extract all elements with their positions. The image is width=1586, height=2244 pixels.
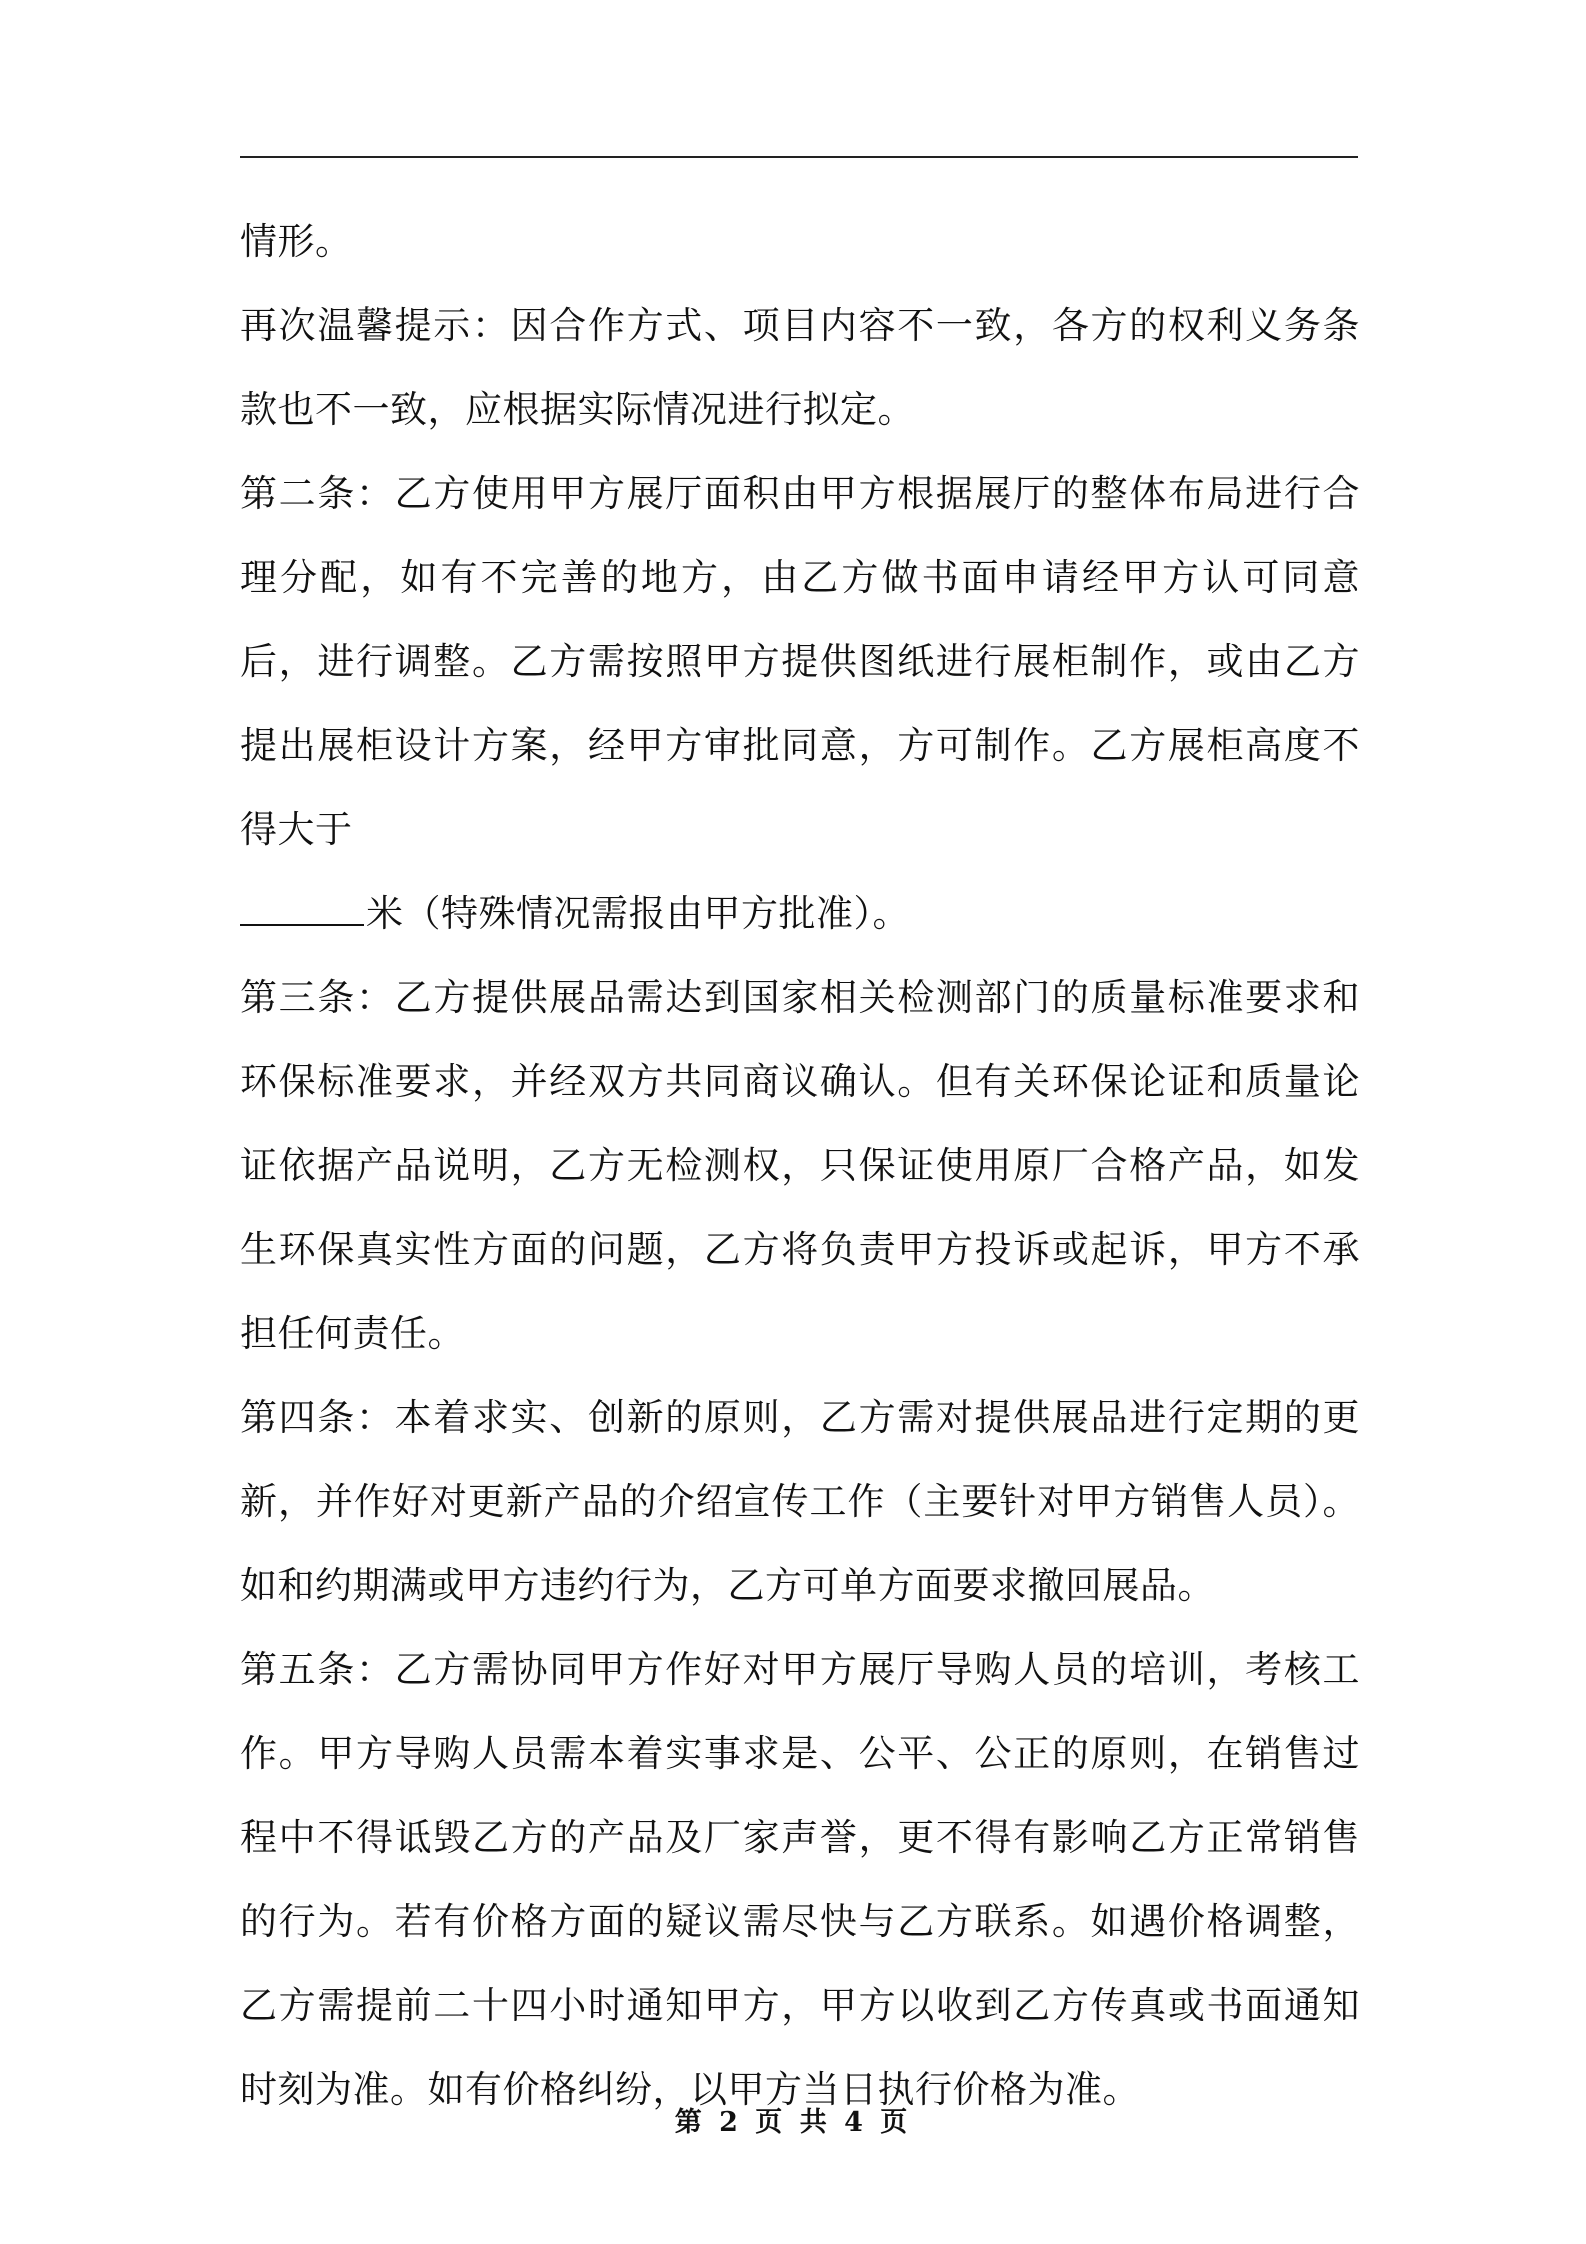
paragraph-article-2-height-text: 米（特殊情况需报由甲方批准）。 (366, 892, 910, 935)
page-number-footer: 第 2 页 共 4 页 (674, 2107, 912, 2138)
paragraph-reminder: 再次温馨提示：因合作方式、项目内容不一致，各方的权利义务条款也不一致，应根据实际情况进行拟定。 (240, 304, 1360, 431)
paragraph-article-2: 第二条：乙方使用甲方展厅面积由甲方根据展厅的整体布局进行合理分配，如有不完善的地方，由乙方做书面申请经甲方认可同意后，进行调整。乙方需按照甲方提供图纸进行展柜制作，或由乙方提出展柜设计方案，经甲方审批同意，方可制作。乙方展柜高度不得大于 (240, 472, 1360, 851)
paragraph-article-2-height-line (240, 872, 1360, 956)
paragraph-continuation: 情形。 (240, 220, 353, 263)
paragraph-article-5: 第五条：乙方需协同甲方作好对甲方展厅导购人员的培训，考核工作。甲方导购人员需本着实事求是、公平、公正的原则，在销售过程中不得诋毁乙方的产品及厂家声誉，更不得有影响乙方正常销售的行为。若有价格方面的疑议需尽快与乙方联系。如遇价格调整，乙方需提前二十四小时通知甲方，甲方以收到乙方传真或书面通知时刻为准。如有价格纠纷，以甲方当日执行价格为准。 (240, 1648, 1360, 2111)
paragraph-article-4: 第四条：本着求实、创新的原则，乙方需对提供展品进行定期的更新，并作好对更新产品的介绍宣传工作（主要针对甲方销售人员）。如和约期满或甲方违约行为，乙方可单方面要求撤回展品。 (240, 1396, 1360, 1607)
paragraph-article-3: 第三条：乙方提供展品需达到国家相关检测部门的质量标准要求和环保标准要求，并经双方共同商议确认。但有关环保论证和质量论证依据产品说明，乙方无检测权，只保证使用原厂合格产品，如发生环保真实性方面的问题，乙方将负责甲方投诉或起诉，甲方不承担任何责任。 (240, 976, 1360, 1355)
header-rule (240, 156, 1358, 158)
document-body (240, 200, 1360, 2132)
fill-in-blank (240, 894, 364, 926)
